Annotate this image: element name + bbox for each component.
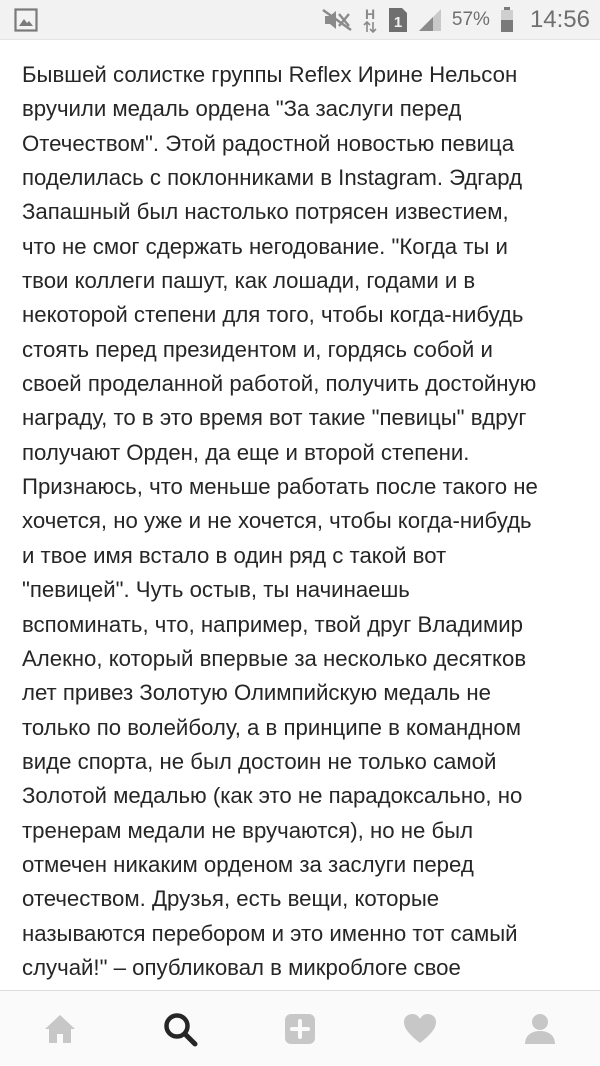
article-line: Отечеством". Этой радостной новостью певица [22, 130, 515, 156]
network-h-icon [362, 6, 378, 34]
article-line: награду, то в это время вот такие "певицы" вдруг [22, 405, 527, 431]
article-line: Бывшей солистке группы Reflex Ирине Нельсон [22, 62, 518, 87]
article-line: поделилась с поклонниками в Instagram. Эдгард [22, 165, 523, 191]
article-line: своей проделанной работой, получить достойную [22, 371, 537, 397]
sim-1-icon [388, 7, 408, 33]
signal-icon [418, 8, 442, 32]
article-line: только по волейболу, а в принципе в командном [22, 714, 521, 740]
article-line: Запашный был настолько потрясен известием, [22, 199, 509, 225]
battery-icon [500, 7, 514, 33]
article-text [22, 58, 588, 1054]
nav-home-button[interactable] [40, 1009, 80, 1049]
status-clock: 14:56 [529, 6, 590, 33]
article-line: и твое имя встало в один ряд с такой вот [22, 542, 447, 568]
home-icon [42, 1011, 78, 1047]
mute-icon [322, 9, 352, 31]
article-line: Признаюсь, что меньше работать после такого не [22, 474, 538, 500]
article-line: стоять перед президентом и, гордясь собой и [22, 336, 493, 362]
article-line: вспоминать, что, например, твой друг Владимир [22, 611, 523, 637]
sim-slot-number: 1 [393, 14, 403, 31]
nav-search-button[interactable] [160, 1009, 200, 1049]
article-line: "певицей". Чуть остыв, ты начинаешь [22, 577, 410, 603]
article-line: вручили медаль ордена "За заслуги перед [22, 96, 462, 122]
profile-icon [522, 1011, 558, 1047]
article-line: Золотой медалью (как это не парадоксально, но [22, 783, 523, 809]
article-line: хочется, но уже и не хочется, чтобы когда-нибудь [22, 508, 532, 534]
article-line: Алекно, который впервые за несколько десятков [22, 645, 527, 671]
status-bar [0, 0, 600, 40]
network-label: H [364, 6, 375, 22]
search-icon [162, 1011, 198, 1047]
nav-activity-button[interactable] [400, 1009, 440, 1049]
article-line: называются перебором и это именно тот самый [22, 920, 518, 946]
article-line: лет привез Золотую Олимпийскую медаль не [22, 680, 491, 706]
image-notification-icon [14, 8, 38, 32]
heart-icon [402, 1011, 438, 1047]
article-line: отечеством. Друзья, есть вещи, которые [22, 886, 440, 912]
article-line: отмечен никаким орденом за заслуги перед [22, 851, 474, 877]
battery-percent: 57% [451, 9, 490, 30]
article-line: твои коллеги пашут, как лошади, годами и в [22, 268, 476, 294]
article-line: получают Орден, да еще и второй степени. [22, 439, 470, 465]
article-line: виде спорта, не был достоин не только самой [22, 748, 497, 774]
add-post-icon [282, 1011, 318, 1047]
article-line: некоторой степени для того, чтобы когда-нибудь [22, 302, 524, 328]
article-line: тренерам медали не вручаются), но не был [22, 817, 474, 843]
bottom-nav [0, 990, 600, 1066]
article-line: что не смог сдержать негодование. "Когда ты и [22, 233, 508, 259]
nav-profile-button[interactable] [520, 1009, 560, 1049]
status-indicators [322, 0, 590, 40]
article-line: случай!" – опубликовал в микроблоге свое [22, 954, 461, 980]
nav-add-post-button[interactable] [280, 1009, 320, 1049]
